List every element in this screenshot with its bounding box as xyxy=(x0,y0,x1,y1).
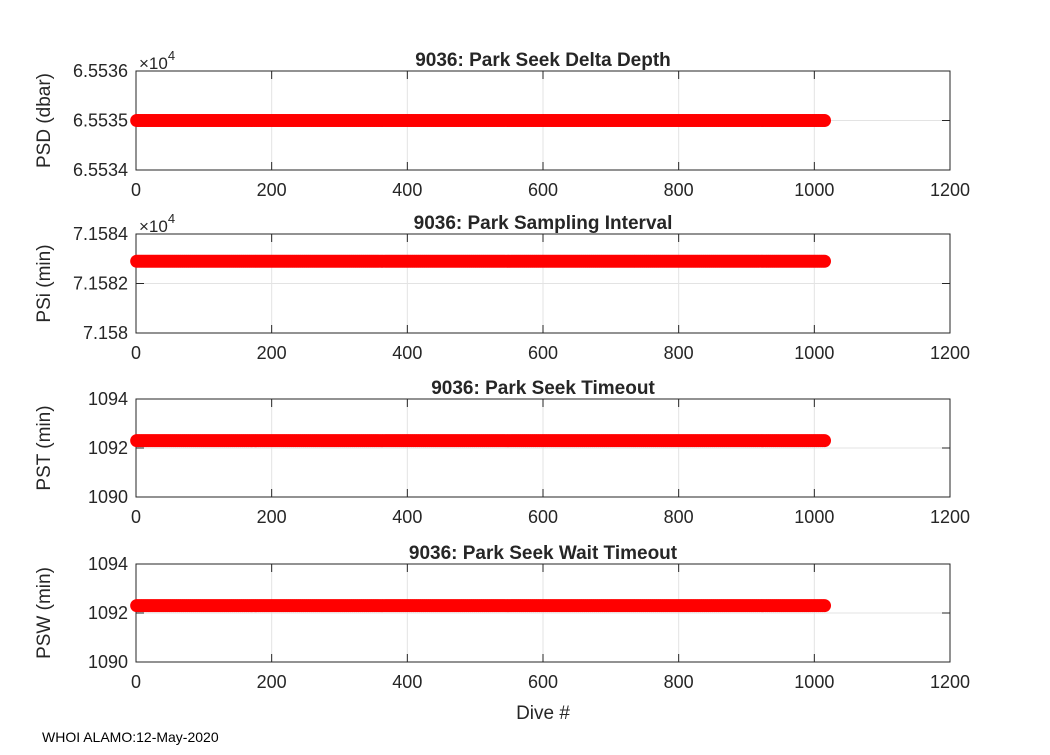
x-tick-label: 1200 xyxy=(929,180,971,200)
subplot-1 xyxy=(34,48,970,200)
series-points xyxy=(130,255,831,268)
y-axis-label: PSW (min) xyxy=(34,567,55,659)
x-tick-label: 0 xyxy=(130,343,142,363)
x-tick-label: 400 xyxy=(392,180,423,200)
x-tick-label: 800 xyxy=(663,343,694,363)
y-tick-label: 6.5534 xyxy=(72,160,128,180)
y-tick-label: 1090 xyxy=(87,487,128,507)
y-axis-label: PSi (min) xyxy=(34,244,55,323)
x-tick-label: 1200 xyxy=(929,507,971,527)
x-tick-label: 600 xyxy=(527,672,559,692)
x-tick-label: 800 xyxy=(663,180,694,200)
y-tick-label: 1094 xyxy=(87,554,128,574)
y-tick-label: 7.1582 xyxy=(72,273,128,294)
subplot-3 xyxy=(34,378,970,527)
series-points xyxy=(130,599,831,612)
y-exponent-label: $\times 10^4$ xyxy=(139,211,176,236)
subplot-4 xyxy=(34,543,970,724)
subplot-2 xyxy=(34,211,970,363)
series-points xyxy=(130,434,831,447)
x-tick-label: 1200 xyxy=(929,343,971,363)
x-axis-label: Dive # xyxy=(516,703,570,724)
x-tick-label: 600 xyxy=(527,507,559,527)
subplot-title: 9036: Park Seek Timeout xyxy=(431,378,655,399)
x-tick-label: 400 xyxy=(392,343,423,363)
x-tick-label: 0 xyxy=(130,507,142,527)
data-point xyxy=(818,255,831,268)
y-tick-label: 6.5535 xyxy=(72,110,128,131)
x-tick-label: 200 xyxy=(256,343,287,363)
y-tick-label: 7.1584 xyxy=(72,224,128,244)
data-point xyxy=(818,599,831,612)
x-tick-label: 1200 xyxy=(929,672,971,692)
y-axis-label: PSD (dbar) xyxy=(34,72,55,169)
x-tick-label: 0 xyxy=(130,672,142,692)
x-tick-label: 1000 xyxy=(794,672,835,692)
series-points xyxy=(130,114,831,127)
y-axis-label: PST (min) xyxy=(34,405,55,491)
x-tick-label: 800 xyxy=(663,507,694,527)
x-tick-label: 0 xyxy=(130,180,142,200)
x-tick-label: 600 xyxy=(527,343,559,363)
x-tick-label: 1000 xyxy=(794,180,835,200)
y-tick-label: 1092 xyxy=(87,603,128,623)
y-tick-label: 1090 xyxy=(87,652,128,672)
y-tick-label: 6.5536 xyxy=(72,61,128,81)
x-tick-label: 400 xyxy=(392,507,423,527)
y-tick-label: 1094 xyxy=(87,389,128,409)
y-tick-label: 1092 xyxy=(87,438,128,458)
x-tick-label: 200 xyxy=(256,507,287,527)
subplot-title: 9036: Park Seek Wait Timeout xyxy=(408,543,678,564)
data-point xyxy=(818,434,831,447)
x-tick-label: 200 xyxy=(256,180,287,200)
y-tick-label: 7.158 xyxy=(82,323,128,343)
x-tick-label: 1000 xyxy=(794,343,835,363)
footer-label: WHOI ALAMO:12-May-2020 xyxy=(42,729,219,745)
data-point xyxy=(818,114,831,127)
subplot-title: 9036: Park Seek Delta Depth xyxy=(415,50,671,71)
x-tick-label: 200 xyxy=(256,672,287,692)
x-tick-label: 1000 xyxy=(794,507,835,527)
subplot-title: 9036: Park Sampling Interval xyxy=(413,213,673,234)
x-tick-label: 600 xyxy=(527,180,559,200)
y-exponent-label: $\times 10^4$ xyxy=(139,48,176,73)
x-tick-label: 800 xyxy=(663,672,694,692)
x-tick-label: 400 xyxy=(392,672,423,692)
